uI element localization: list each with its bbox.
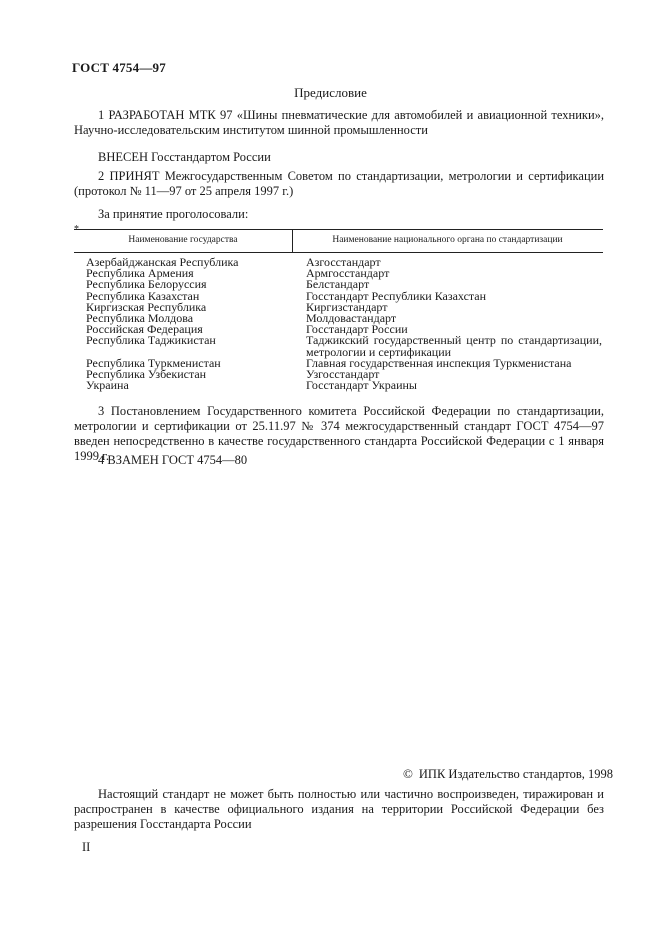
table-row: Республика Молдова <box>86 311 194 326</box>
voted-caption: За принятие проголосовали: <box>98 207 249 221</box>
item-1-developed <box>74 108 604 138</box>
table-mark: * <box>74 224 79 235</box>
item-2-text: Межгосударственным Советом по стандартизации, метрологии и сертификации (протокол № 11—97 от 25 апреля 1997 г.) <box>74 169 605 198</box>
col-header-body: Наименование национального органа по стандартизации <box>332 235 563 245</box>
item-2-label: ПРИНЯТ <box>109 169 160 183</box>
table-row: Украина <box>86 378 129 393</box>
table-row: Молдовастандарт <box>306 311 397 326</box>
introduced-text: Госстандартом России <box>151 150 271 164</box>
table-header-row <box>74 230 603 253</box>
item-2-number: 2 <box>98 169 105 183</box>
table-row: Республика Узбекистан <box>86 367 207 382</box>
table-row: Республика Белоруссия <box>86 277 207 292</box>
table-row: Киргизская Республика <box>86 299 207 314</box>
table-row: Главная государственная инспекция Туркменистана <box>306 355 572 370</box>
table-row: Таджикский государственный центр по стандартизации, метрологии и сертификации <box>306 333 602 359</box>
reproduction-notice: Настоящий стандарт не может быть полностью или частично воспроизведен, тиражирован и распространен в качестве официального издания на территории Российской Федерации без разрешения Госстандарта России <box>74 787 604 831</box>
table-row: Российская Федерация <box>86 322 203 337</box>
table-row: Республика Армения <box>86 266 194 281</box>
item-1-text: МТК 97 «Шины пневматические для автомобилей и авиационной техники», Научно-исследовательским институтом шинной промышленности <box>74 108 605 137</box>
table-row: Госстандарт Республики Казахстан <box>306 288 487 303</box>
bodies-column <box>306 257 602 391</box>
item-3-decree: 3 Постановлением Государственного комитета Российской Федерации по стандартизации, метрологии и сертификации от 25.11.97 № 374 межгосударственный стандарт ГОСТ 4754—97 введен непосредственно в качестве государственного стандарта Российской Федерации с 1 января 1999 г. <box>74 404 604 463</box>
table-row: Республика Туркменистан <box>86 355 221 370</box>
table-row: Госстандарт России <box>306 322 408 337</box>
document-code: ГОСТ 4754—97 <box>72 60 166 75</box>
item-1-number: 1 <box>98 108 105 122</box>
col-header-state: Наименование государства <box>128 235 238 245</box>
copyright <box>403 766 613 782</box>
section-title: Предисловие <box>294 85 367 100</box>
table-row: Республика Казахстан <box>86 288 200 303</box>
item-1-label: РАЗРАБОТАН <box>108 108 185 122</box>
page-number: II <box>82 840 91 854</box>
copyright-icon: © <box>403 766 413 781</box>
table-row: Республика Таджикистан <box>86 333 216 348</box>
table-row: Киргизстандарт <box>306 299 388 314</box>
table-row: Армгосстандарт <box>306 266 390 281</box>
introduced-label: ВНЕСЕН <box>98 150 148 164</box>
table-row: Белстандарт <box>306 277 370 292</box>
voting-table <box>74 224 603 393</box>
table-row: Узгосстандарт <box>306 367 380 382</box>
table-row: Азгосстандарт <box>306 255 381 269</box>
copyright-text: ИПК Издательство стандартов, 1998 <box>418 767 613 781</box>
item-4-replaces: 4 ВЗАМЕН ГОСТ 4754—80 <box>98 453 248 467</box>
table-row: Госстандарт Украины <box>306 378 417 393</box>
item-2-adopted <box>74 169 604 199</box>
introduced-by <box>74 150 604 165</box>
states-column <box>86 257 286 391</box>
table-row: Азербайджанская Республика <box>86 255 239 269</box>
